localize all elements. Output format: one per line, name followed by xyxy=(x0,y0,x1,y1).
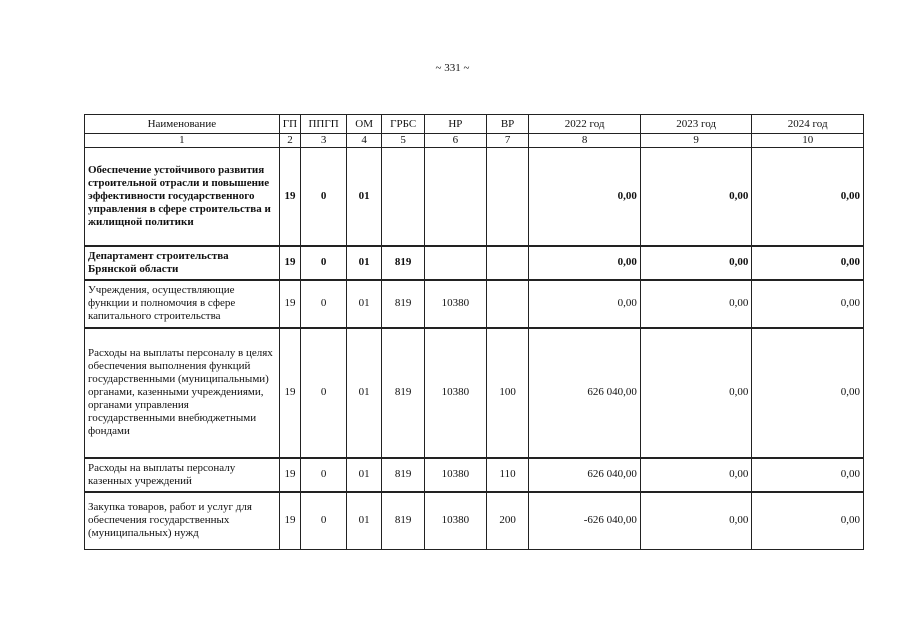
cell-vr: 110 xyxy=(486,458,529,492)
cell-nr: 10380 xyxy=(424,458,486,492)
cell-2024: 0,00 xyxy=(752,328,864,458)
header-cell: ГП xyxy=(279,115,301,134)
cell-ppgp: 0 xyxy=(301,148,347,246)
cell-2024: 0,00 xyxy=(752,492,864,550)
cell-gp: 19 xyxy=(279,328,301,458)
cell-2022: -626 040,00 xyxy=(529,492,641,550)
cell-2022: 626 040,00 xyxy=(529,458,641,492)
cell-2024: 0,00 xyxy=(752,280,864,328)
cell-ppgp: 0 xyxy=(301,328,347,458)
cell-2023: 0,00 xyxy=(640,280,752,328)
cell-nr xyxy=(424,148,486,246)
table-row xyxy=(85,280,864,328)
column-number: 10 xyxy=(752,134,864,148)
cell-om: 01 xyxy=(346,458,381,492)
table-row xyxy=(85,328,864,458)
header-cell: 2024 год xyxy=(752,115,864,134)
cell-grbs: 819 xyxy=(382,328,425,458)
column-number: 4 xyxy=(346,134,381,148)
cell-2023: 0,00 xyxy=(640,148,752,246)
cell-grbs: 819 xyxy=(382,280,425,328)
cell-2024: 0,00 xyxy=(752,458,864,492)
cell-2022: 626 040,00 xyxy=(529,328,641,458)
column-number: 8 xyxy=(529,134,641,148)
table-row xyxy=(85,148,864,246)
cell-om: 01 xyxy=(346,148,381,246)
cell-nr xyxy=(424,246,486,280)
column-number: 1 xyxy=(85,134,280,148)
cell-grbs: 819 xyxy=(382,492,425,550)
table-row xyxy=(85,246,864,280)
cell-ppgp: 0 xyxy=(301,492,347,550)
cell-nr: 10380 xyxy=(424,328,486,458)
row-name: Учреждения, осуществляющие функции и полномочия в сфере капитального строительства xyxy=(85,280,280,328)
column-number: 5 xyxy=(382,134,425,148)
cell-2023: 0,00 xyxy=(640,492,752,550)
row-name: Расходы на выплаты персоналу казенных учреждений xyxy=(85,458,280,492)
cell-gp: 19 xyxy=(279,458,301,492)
column-number: 7 xyxy=(486,134,529,148)
cell-grbs: 819 xyxy=(382,458,425,492)
cell-grbs xyxy=(382,148,425,246)
header-cell: Наименование xyxy=(85,115,280,134)
cell-vr xyxy=(486,246,529,280)
budget-table xyxy=(84,114,864,550)
cell-2023: 0,00 xyxy=(640,328,752,458)
cell-gp: 19 xyxy=(279,492,301,550)
table-row xyxy=(85,492,864,550)
cell-2024: 0,00 xyxy=(752,246,864,280)
header-cell: ППГП xyxy=(301,115,347,134)
row-name: Обеспечение устойчивого развития строительной отрасли и повышение эффективности государственного управления в сфере строительства и жилищной политики xyxy=(85,148,280,246)
cell-2024: 0,00 xyxy=(752,148,864,246)
header-row xyxy=(85,115,864,134)
cell-2022: 0,00 xyxy=(529,246,641,280)
cell-2022: 0,00 xyxy=(529,280,641,328)
cell-ppgp: 0 xyxy=(301,280,347,328)
column-number: 6 xyxy=(424,134,486,148)
cell-2023: 0,00 xyxy=(640,246,752,280)
cell-gp: 19 xyxy=(279,148,301,246)
cell-om: 01 xyxy=(346,328,381,458)
row-name: Закупка товаров, работ и услуг для обеспечения государственных (муниципальных) нужд xyxy=(85,492,280,550)
cell-gp: 19 xyxy=(279,246,301,280)
cell-vr xyxy=(486,280,529,328)
column-number-row xyxy=(85,134,864,148)
cell-nr: 10380 xyxy=(424,492,486,550)
column-number: 3 xyxy=(301,134,347,148)
cell-2022: 0,00 xyxy=(529,148,641,246)
column-number: 2 xyxy=(279,134,301,148)
cell-2023: 0,00 xyxy=(640,458,752,492)
cell-vr: 100 xyxy=(486,328,529,458)
cell-grbs: 819 xyxy=(382,246,425,280)
header-cell: 2023 год xyxy=(640,115,752,134)
table-row xyxy=(85,458,864,492)
cell-om: 01 xyxy=(346,280,381,328)
column-number: 9 xyxy=(640,134,752,148)
header-cell: НР xyxy=(424,115,486,134)
header-cell: ГРБС xyxy=(382,115,425,134)
header-cell: 2022 год xyxy=(529,115,641,134)
cell-vr xyxy=(486,148,529,246)
cell-ppgp: 0 xyxy=(301,246,347,280)
row-name: Расходы на выплаты персоналу в целях обеспечения выполнения функций государственными (муниципальными) органами, казенными учреждениями, органами управления государственными внебюджетными фондами xyxy=(85,328,280,458)
cell-vr: 200 xyxy=(486,492,529,550)
cell-gp: 19 xyxy=(279,280,301,328)
cell-ppgp: 0 xyxy=(301,458,347,492)
cell-om: 01 xyxy=(346,246,381,280)
row-name: Департамент строительства Брянской области xyxy=(85,246,280,280)
header-cell: ВР xyxy=(486,115,529,134)
cell-nr: 10380 xyxy=(424,280,486,328)
cell-om: 01 xyxy=(346,492,381,550)
header-cell: ОМ xyxy=(346,115,381,134)
page-number: ~ 331 ~ xyxy=(435,62,470,74)
